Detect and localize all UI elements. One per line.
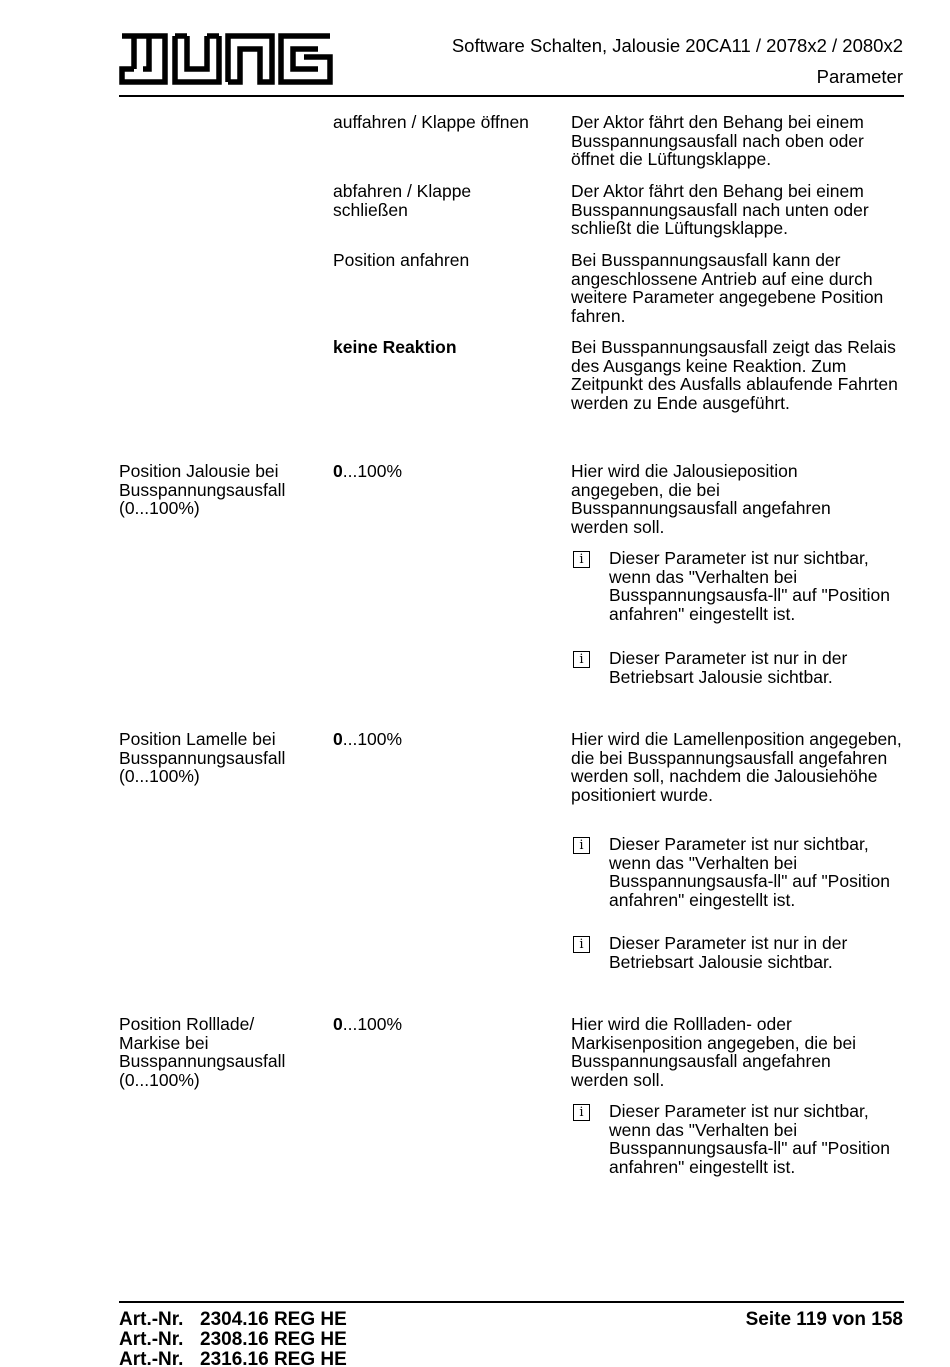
option-setting: abfahren / Klappe schließen <box>333 181 472 220</box>
info-icon: i <box>573 651 590 668</box>
option-setting: Position anfahren <box>333 250 470 270</box>
info-icon: i <box>573 1104 590 1121</box>
parameter-name: Position Lamelle bei Busspannungsausfall (0...100%) <box>119 729 286 787</box>
article-value: 2304.16 REG HE <box>200 1309 347 1330</box>
parameter-value <box>333 1015 563 1034</box>
option-description: Der Aktor fährt den Behang bei einem Busspannungsausfall nach unten oder schließt die Lüftungsklappe. <box>571 181 869 239</box>
info-icon: i <box>573 837 590 854</box>
article-label: Art.-Nr. <box>119 1309 184 1330</box>
article-label: Art.-Nr. <box>119 1349 184 1367</box>
info-icon: i <box>573 551 590 568</box>
info-note-text: Dieser Parameter ist nur sichtbar, wenn das "Verhalten bei Busspannungsausfa-ll" auf "Position anfahren" eingestellt ist. <box>609 834 890 910</box>
parameter-default-value: 0 <box>333 461 343 481</box>
parameter-value-range: ...100% <box>342 461 403 481</box>
article-value: 2308.16 REG HE <box>200 1329 347 1350</box>
page-number: Seite 119 von 158 <box>745 1309 903 1330</box>
info-icon: i <box>573 936 590 953</box>
article-label: Art.-Nr. <box>119 1329 184 1350</box>
parameter-value <box>333 462 563 481</box>
document-section: Parameter <box>816 66 903 87</box>
parameter-description: Hier wird die Jalousieposition angegeben, die bei Busspannungsausfall angefahren werden soll. <box>571 461 831 537</box>
parameter-name: Position Jalousie bei Busspannungsausfall (0...100%) <box>119 461 286 519</box>
jung-logo <box>119 32 333 86</box>
article-number <box>119 1349 347 1367</box>
option-setting: auffahren / Klappe öffnen <box>333 112 529 132</box>
parameter-description: Hier wird die Rollladen- oder Markisenposition angegeben, die bei Busspannungsausfall angefahren werden soll. <box>571 1014 857 1090</box>
info-note-text: Dieser Parameter ist nur sichtbar, wenn das "Verhalten bei Busspannungsausfa-ll" auf "Position anfahren" eingestellt ist. <box>609 548 890 624</box>
header-divider <box>119 95 904 97</box>
parameter-value-range: ...100% <box>342 1014 403 1034</box>
parameter-name: Position Rolllade/ Markise bei Busspannungsausfall (0...100%) <box>119 1014 286 1090</box>
document-title: Software Schalten, Jalousie 20CA11 / 2078x2 / 2080x2 <box>451 35 903 56</box>
article-value: 2316.16 REG HE <box>200 1349 347 1367</box>
parameter-default-value: 0 <box>333 1014 343 1034</box>
option-description: Bei Busspannungsausfall kann der angeschlossene Antrieb auf eine durch weitere Parameter angegebene Position fahren. <box>571 250 884 326</box>
info-note-text: Dieser Parameter ist nur in der Betriebsart Jalousie sichtbar. <box>609 648 848 687</box>
parameter-value <box>333 730 563 749</box>
article-number <box>119 1329 347 1350</box>
article-number <box>119 1309 347 1330</box>
info-note-text: Dieser Parameter ist nur in der Betriebsart Jalousie sichtbar. <box>609 933 848 972</box>
parameter-description: Hier wird die Lamellenposition angegeben, die bei Busspannungsausfall angefahren werden soll, nachdem die Jalousiehöhe positioniert wurde. <box>571 729 902 805</box>
info-note-text: Dieser Parameter ist nur sichtbar, wenn das "Verhalten bei Busspannungsausfa-ll" auf "Position anfahren" eingestellt ist. <box>609 1101 890 1177</box>
footer-divider <box>119 1301 904 1303</box>
parameter-value-range: ...100% <box>342 729 403 749</box>
parameter-default-value: 0 <box>333 729 343 749</box>
option-description: Der Aktor fährt den Behang bei einem Busspannungsausfall nach oben oder öffnet die Lüftungsklappe. <box>571 112 864 170</box>
option-description: Bei Busspannungsausfall zeigt das Relais des Ausgangs keine Reaktion. Zum Zeitpunkt des Ausfalls ablaufende Fahrten werden zu Ende ausgeführt. <box>571 337 898 413</box>
option-setting-default: keine Reaktion <box>333 337 457 357</box>
